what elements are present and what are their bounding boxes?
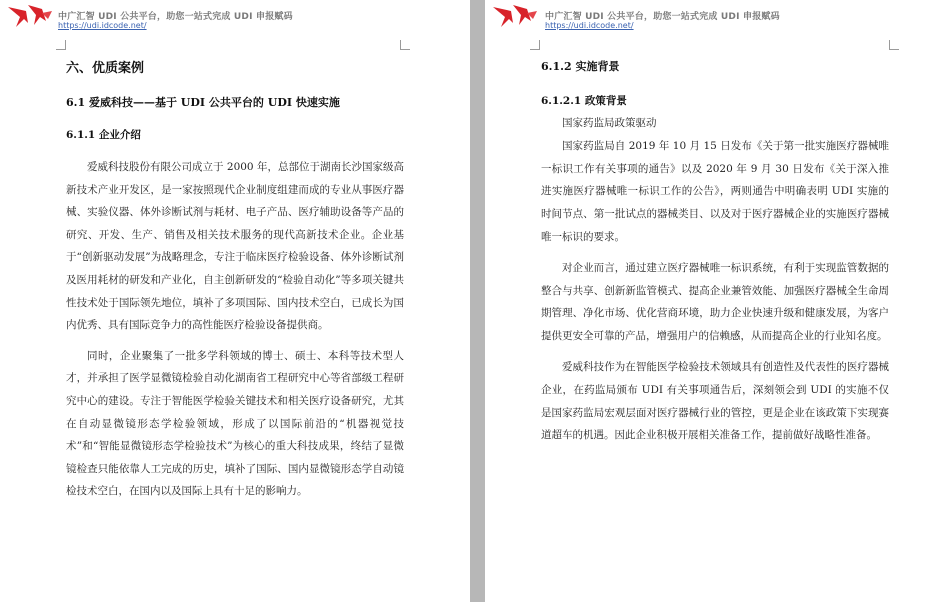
margin-corner-mark — [889, 40, 899, 50]
header-title: 中广汇智 UDI 公共平台，助您一站式完成 UDI 申报赋码 — [545, 12, 780, 22]
body-paragraph: 对企业而言，通过建立医疗器械唯一标识系统，有利于实现监管数据的整合与共享、创新新监管模式、提高企业兼管效能、加强医疗器械全生命周期管理、净化市场、优化营商环境，助力企业快速升级和健康发展，为客户提供更安全可靠的产品，增强用户的信赖感，从而提高企业的行业知名度。 — [541, 261, 889, 343]
header-title: 中广汇智 UDI 公共平台，助您一站式完成 UDI 申报赋码 — [58, 12, 293, 22]
page-gap — [470, 0, 485, 602]
section-title: 六、优质案例 — [66, 61, 145, 76]
body-paragraph: 国家药监局自 2019 年 10 月 15 日发布《关于第一批实施医疗器械唯一标识工作有关事项的通告》以及 2020 年 9 月 30 日发布《关于深入推进实施医疗器械唯一标识工作的公告》，两则通告中明确表明 UDI 实施的时间节点、第一批试点的器械类目、以及对于医疗器械企业的实施医疗器械唯一标识的要求。 — [541, 139, 889, 243]
subsection-title: 6.1 爱威科技——基于 UDI 公共平台的 UDI 快速实施 — [66, 96, 340, 109]
body-paragraph: 爱威科技作为在智能医学检验技术领域具有创造性及代表性的医疗器械企业，在药监局颁布 UDI 有关事项通告后，深刻领会到 UDI 的实施不仅是国家药监局宏观层面对医疗器械行业的管控，更是企业在该政策下实现赛道超车的机遇。因此企业积极开展相关准备工作，提前做好战略性准备。 — [541, 360, 889, 442]
body-paragraph: 同时，企业聚集了一批多学科领域的博士、硕士、本科等技术型人才，并承担了医学显微镜检验自动化湖南省工程研究中心等省部级工程研究中心的建设。专注于智能医学检验关键技术和相关医疗设备研究，尤其在自动显微镜形态学检验领域，形成了以国际前沿的“机器视觉技术”和“智能显微镜形态学检验技术”为核心的重大科技成果，终结了显微镜检查只能依靠人工完成的历史，填补了国际、国内显微镜形态学自动镜检技术空白，在国内以及国际上具有十足的影响力。 — [66, 349, 404, 498]
body-paragraph: 爱威科技股份有限公司成立于 2000 年，总部位于湖南长沙国家级高新技术产业开发区，是一家按照现代企业制度组建而成的专业从事医疗器械、实验仪器、体外诊断试剂与耗材、电子产品、医疗辅助设备等产品的研究、开发、生产、销售及相关技术服务的现代高新技术企业。企业基于“创新驱动发展”为战略理念，专注于临床医疗检验设备、体外诊断试剂及医用耗材的研发和产业化，自主创新研发的“检验自动化”等多项关键共性技术处于国际领先地位，填补了多项国际、国内技术空白，已成长为国内优秀、具有国际竞争力的高性能医疗检验设备提供商。 — [66, 161, 404, 332]
margin-corner-mark — [400, 40, 410, 50]
subsection-title: 6.1.2 实施背景 — [541, 60, 620, 73]
subsubsection-title: 6.1.1 企业介绍 — [66, 129, 141, 141]
body-paragraph: 国家药监局政策驱动 — [562, 117, 657, 129]
page-header — [485, 0, 943, 40]
page-header — [0, 0, 470, 40]
subsubsection-title: 6.1.2.1 政策背景 — [541, 95, 627, 107]
page-body — [541, 58, 889, 447]
header-url-link[interactable]: https://udi.idcode.net/ — [58, 21, 147, 30]
page-body — [66, 58, 404, 503]
red-bird-logo-icon — [491, 3, 539, 29]
document-page-left — [0, 0, 470, 602]
red-bird-logo-icon — [6, 3, 54, 29]
margin-corner-mark — [56, 40, 66, 50]
document-page-right — [485, 0, 943, 602]
header-url-link[interactable]: https://udi.idcode.net/ — [545, 21, 634, 30]
margin-corner-mark — [530, 40, 540, 50]
